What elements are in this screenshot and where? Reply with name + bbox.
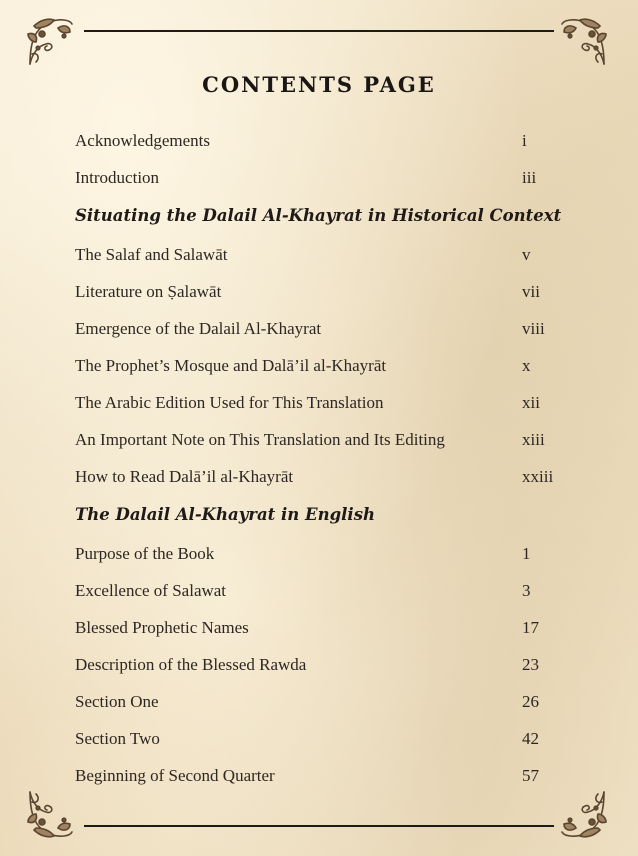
toc-page-number: xxiii [522,467,554,486]
toc-entry-label: Description of the Blessed Rawda [75,655,307,674]
toc-page-number: 23 [522,655,539,674]
toc-row [75,347,575,384]
toc-page-number: 1 [522,544,531,563]
toc-row [75,310,575,347]
toc-entry-label: The Salaf and Salawāt [75,245,228,264]
toc-page-number: iii [522,168,537,187]
toc-entry-label: Blessed Prophetic Names [75,618,249,637]
toc-entry-label: Introduction [75,168,160,187]
toc-entry-label: Literature on Ṣalawāt [75,282,222,301]
toc-page-number: i [522,131,527,150]
section-heading [75,495,575,535]
toc-entry-label: Beginning of Second Quarter [75,766,275,785]
toc-page-number: v [522,245,531,264]
toc-entry-label: Acknowledgements [75,131,211,150]
section-heading-label: Situating the Dalail Al-Khayrat in Historical Context [75,206,562,225]
toc-entry-label: An Important Note on This Translation and Its Editing [75,430,445,449]
toc-entry-label: The Arabic Edition Used for This Translation [75,393,384,412]
page-title: CONTENTS PAGE [202,72,436,97]
toc-page-number: 3 [522,581,531,600]
toc-entry-label: How to Read Dalā’il al-Khayrāt [75,467,294,486]
toc-page-number: vii [522,282,540,301]
table-of-contents [75,122,575,794]
toc-row [75,683,575,720]
toc-row [75,609,575,646]
toc-page-number: 57 [522,766,539,785]
toc-row [75,720,575,757]
toc-row [75,572,575,609]
toc-row [75,757,575,794]
toc-row [75,384,575,421]
toc-row [75,458,575,495]
corner-ornament-icon [24,14,76,70]
toc-page-number: xii [522,393,540,412]
toc-row [75,122,575,159]
corner-ornament-icon [558,786,610,842]
toc-row [75,236,575,273]
toc-row [75,159,575,196]
bottom-rule [84,825,554,827]
toc-entry-label: Emergence of the Dalail Al-Khayrat [75,319,322,338]
toc-page-number: 26 [522,692,539,711]
toc-page-number: xiii [522,430,545,449]
section-heading-label: The Dalail Al-Khayrat in English [75,505,375,524]
toc-page-number: 42 [522,729,539,748]
toc-entry-label: The Prophet’s Mosque and Dalā’il al-Khayrāt [75,356,387,375]
top-rule [84,30,554,32]
toc-row [75,273,575,310]
toc-entry-label: Purpose of the Book [75,544,215,563]
corner-ornament-icon [24,786,76,842]
toc-page-number: x [522,356,531,375]
toc-page-number: 17 [522,618,539,637]
section-heading [75,196,575,236]
toc-entry-label: Section Two [75,729,160,748]
toc-row [75,535,575,572]
toc-row [75,421,575,458]
toc-entry-label: Section One [75,692,159,711]
toc-row [75,646,575,683]
corner-ornament-icon [558,14,610,70]
toc-entry-label: Excellence of Salawat [75,581,227,600]
toc-page-number: viii [522,319,545,338]
